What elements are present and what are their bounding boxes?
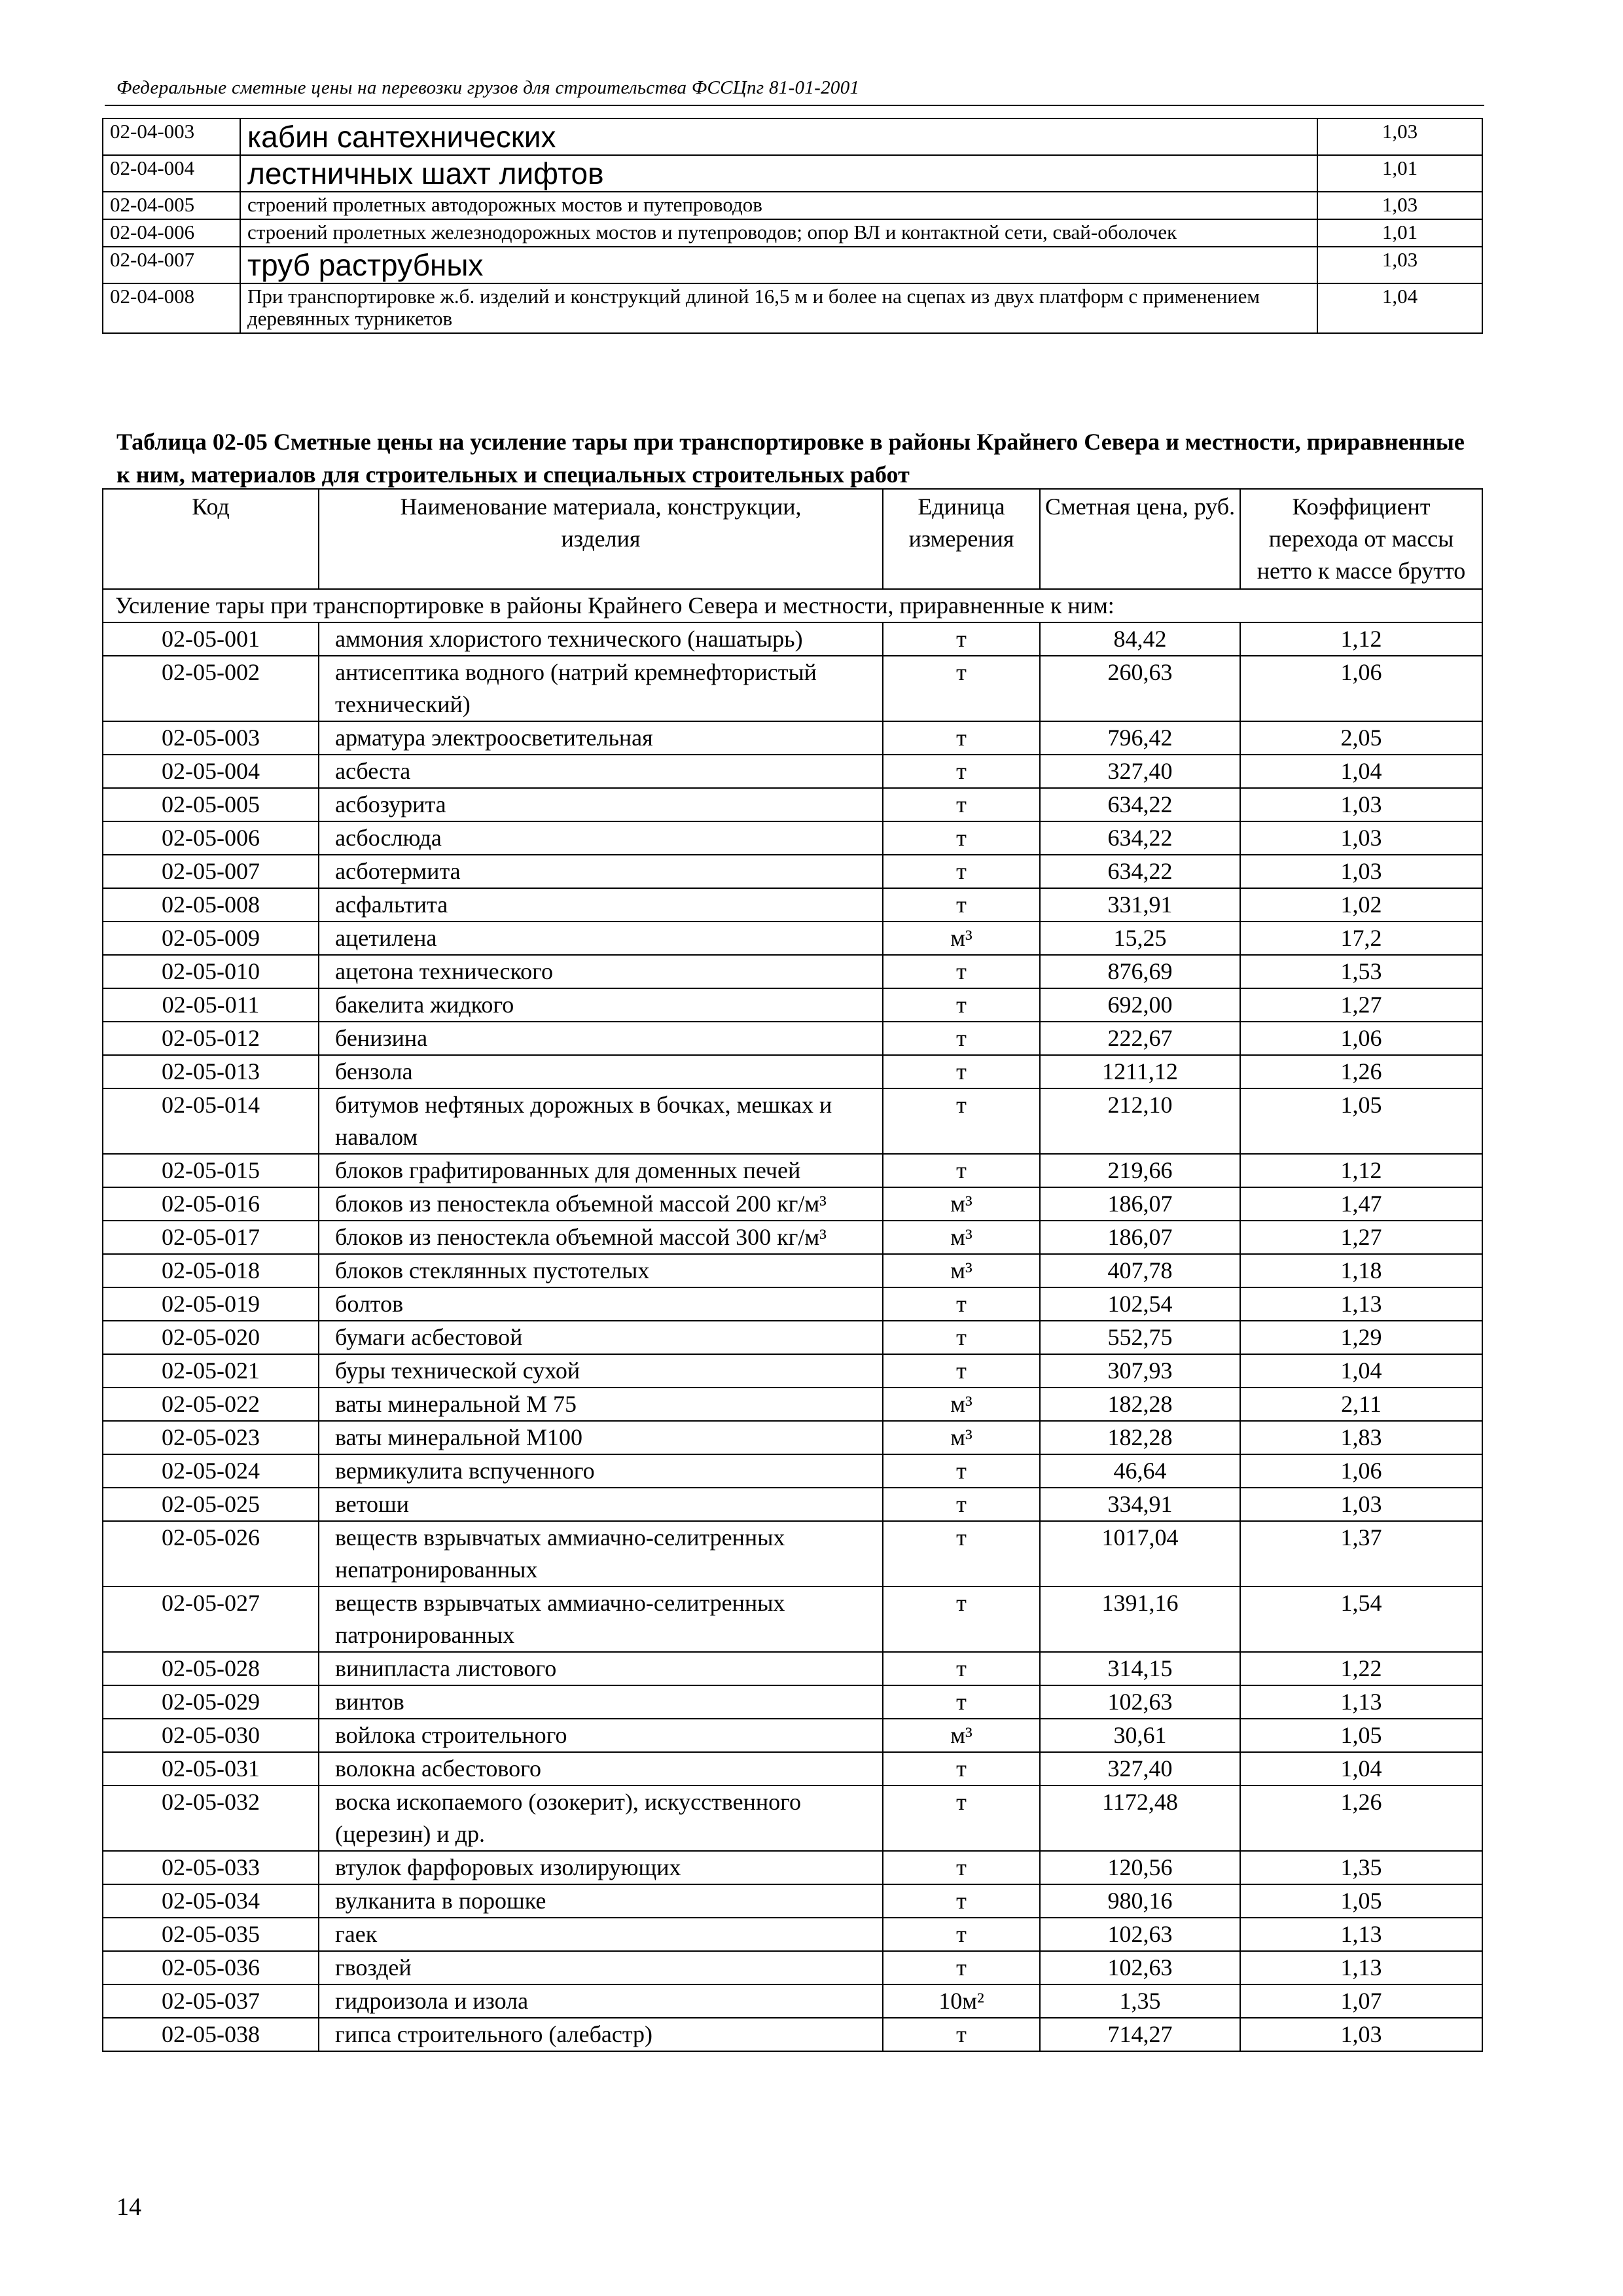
row-coefficient: 1,26 [1240,1055,1482,1088]
table-header-row [103,489,1482,589]
row-unit: т [883,755,1040,788]
table-row [103,1088,1482,1154]
row-name: лестничных шахт лифтов [240,155,1317,192]
table-row [103,283,1482,333]
row-coefficient: 1,54 [1240,1587,1482,1652]
row-name: втулок фарфоровых изолирующих [319,1851,883,1884]
row-coefficient: 1,05 [1240,1088,1482,1154]
row-price: 327,40 [1040,755,1240,788]
table-row [103,1287,1482,1321]
row-unit: т [883,888,1040,922]
row-coefficient: 1,18 [1240,1254,1482,1287]
table-row [103,656,1482,721]
row-unit: т [883,1884,1040,1918]
table-row [103,721,1482,755]
row-code: 02-05-003 [103,721,319,755]
row-coefficient: 1,83 [1240,1421,1482,1454]
row-code: 02-05-013 [103,1055,319,1088]
row-value: 1,03 [1317,118,1482,155]
table-row [103,1752,1482,1785]
row-price: 307,93 [1040,1354,1240,1388]
row-name: кабин сантехнических [240,118,1317,155]
row-unit: т [883,721,1040,755]
row-price: 102,63 [1040,1918,1240,1951]
row-name: вермикулита вспученного [319,1454,883,1488]
row-unit: т [883,1951,1040,1984]
row-name: асботермита [319,855,883,888]
row-name: блоков из пеностекла объемной массой 300 кг/м³ [319,1221,883,1254]
row-name: гипса строительного (алебастр) [319,2018,883,2051]
row-unit: т [883,1587,1040,1652]
section-row [103,589,1482,622]
row-name: ацетилена [319,922,883,955]
row-unit: т [883,622,1040,656]
row-name: При транспортировке ж.б. изделий и конструкций длиной 16,5 м и более на сцепах из двух платформ с применением деревянных турникетов [240,283,1317,333]
row-name: труб раструбных [240,247,1317,283]
row-coefficient: 1,13 [1240,1685,1482,1719]
row-name: войлока строительного [319,1719,883,1752]
row-name: винипласта листового [319,1652,883,1685]
row-unit: т [883,1685,1040,1719]
row-price: 634,22 [1040,821,1240,855]
table-row [103,1022,1482,1055]
row-name: асбозурита [319,788,883,821]
row-code: 02-05-007 [103,855,319,888]
row-coefficient: 1,13 [1240,1287,1482,1321]
row-code: 02-04-005 [103,192,240,219]
row-name: ваты минеральной М100 [319,1421,883,1454]
row-price: 1391,16 [1040,1587,1240,1652]
row-code: 02-05-011 [103,988,319,1022]
row-price: 260,63 [1040,656,1240,721]
table-row [103,1785,1482,1851]
row-price: 314,15 [1040,1652,1240,1685]
row-coefficient: 1,05 [1240,1884,1482,1918]
row-name: вулканита в порошке [319,1884,883,1918]
header-rule [105,105,1484,106]
row-name: гаек [319,1918,883,1951]
row-value: 1,03 [1317,192,1482,219]
row-name: гвоздей [319,1951,883,1984]
row-price: 1017,04 [1040,1521,1240,1587]
row-name: асфальтита [319,888,883,922]
row-code: 02-05-035 [103,1918,319,1951]
row-price: 876,69 [1040,955,1240,988]
row-coefficient: 1,02 [1240,888,1482,922]
row-code: 02-04-004 [103,155,240,192]
row-unit: м³ [883,1421,1040,1454]
row-unit: т [883,1287,1040,1321]
row-value: 1,01 [1317,155,1482,192]
row-price: 182,28 [1040,1388,1240,1421]
row-name: буры технической сухой [319,1354,883,1388]
table-row [103,1354,1482,1388]
row-value: 1,03 [1317,247,1482,283]
row-coefficient: 1,07 [1240,1984,1482,2018]
row-code: 02-05-023 [103,1421,319,1454]
row-price: 552,75 [1040,1321,1240,1354]
row-unit: т [883,2018,1040,2051]
row-unit: т [883,1785,1040,1851]
row-unit: т [883,1321,1040,1354]
row-coefficient: 1,03 [1240,788,1482,821]
row-value: 1,01 [1317,219,1482,247]
row-unit: т [883,1521,1040,1587]
row-unit: м³ [883,1388,1040,1421]
table-row [103,1851,1482,1884]
row-coefficient: 1,47 [1240,1187,1482,1221]
row-code: 02-05-020 [103,1321,319,1354]
row-name: блоков графитированных для доменных печей [319,1154,883,1187]
row-price: 1211,12 [1040,1055,1240,1088]
row-code: 02-05-010 [103,955,319,988]
row-code: 02-05-026 [103,1521,319,1587]
row-price: 222,67 [1040,1022,1240,1055]
table-row [103,1488,1482,1521]
row-name: арматура электроосветительная [319,721,883,755]
table-row [103,1918,1482,1951]
row-price: 407,78 [1040,1254,1240,1287]
row-unit: т [883,1454,1040,1488]
row-code: 02-05-037 [103,1984,319,2018]
table-row [103,1154,1482,1187]
table-row [103,922,1482,955]
row-price: 331,91 [1040,888,1240,922]
column-header-unit: Единица измерения [883,489,1040,589]
row-price: 84,42 [1040,622,1240,656]
table-row [103,192,1482,219]
row-price: 634,22 [1040,855,1240,888]
row-name: ваты минеральной М 75 [319,1388,883,1421]
row-code: 02-05-030 [103,1719,319,1752]
price-table [102,488,1483,2052]
row-price: 186,07 [1040,1221,1240,1254]
row-code: 02-05-022 [103,1388,319,1421]
row-coefficient: 2,11 [1240,1388,1482,1421]
row-code: 02-05-004 [103,755,319,788]
row-code: 02-05-006 [103,821,319,855]
row-coefficient: 1,04 [1240,1354,1482,1388]
row-code: 02-05-008 [103,888,319,922]
row-name: строений пролетных железнодорожных мостов и путепроводов; опор ВЛ и контактной сети, свай-оболочек [240,219,1317,247]
row-unit: т [883,1851,1040,1884]
row-price: 327,40 [1040,1752,1240,1785]
row-unit: м³ [883,1187,1040,1221]
row-code: 02-05-015 [103,1154,319,1187]
row-unit: т [883,788,1040,821]
row-coefficient: 17,2 [1240,922,1482,955]
section-heading: Усиление тары при транспортировке в районы Крайнего Севера и местности, приравненные к ним: [103,589,1482,622]
row-price: 714,27 [1040,2018,1240,2051]
row-name: воска ископаемого (озокерит), искусственного (церезин) и др. [319,1785,883,1851]
table-row [103,955,1482,988]
row-name: гидроизола и изола [319,1984,883,2018]
row-code: 02-05-027 [103,1587,319,1652]
row-unit: т [883,656,1040,721]
row-unit: т [883,955,1040,988]
row-unit: м³ [883,1719,1040,1752]
continued-table [102,118,1483,334]
row-coefficient: 1,04 [1240,755,1482,788]
row-code: 02-05-001 [103,622,319,656]
row-code: 02-05-018 [103,1254,319,1287]
row-coefficient: 1,06 [1240,1022,1482,1055]
column-header-name: Наименование материала, конструкции, изделия [319,489,883,589]
row-price: 212,10 [1040,1088,1240,1154]
row-name: веществ взрывчатых аммиачно-селитренных непатронированных [319,1521,883,1587]
table-row [103,988,1482,1022]
row-coefficient: 1,12 [1240,1154,1482,1187]
row-price: 796,42 [1040,721,1240,755]
table-row [103,888,1482,922]
row-coefficient: 1,13 [1240,1951,1482,1984]
row-code: 02-05-029 [103,1685,319,1719]
row-unit: т [883,855,1040,888]
row-coefficient: 1,35 [1240,1851,1482,1884]
row-price: 102,54 [1040,1287,1240,1321]
row-unit: т [883,988,1040,1022]
table-row [103,1685,1482,1719]
row-code: 02-05-033 [103,1851,319,1884]
row-price: 46,64 [1040,1454,1240,1488]
row-code: 02-05-014 [103,1088,319,1154]
row-price: 102,63 [1040,1951,1240,1984]
table-row [103,1884,1482,1918]
row-code: 02-05-017 [103,1221,319,1254]
row-code: 02-05-012 [103,1022,319,1055]
row-unit: т [883,1154,1040,1187]
row-coefficient: 1,06 [1240,1454,1482,1488]
row-coefficient: 1,03 [1240,1488,1482,1521]
row-name: веществ взрывчатых аммиачно-селитренных патронированных [319,1587,883,1652]
row-code: 02-05-038 [103,2018,319,2051]
row-unit: т [883,1022,1040,1055]
row-name: ветоши [319,1488,883,1521]
row-name: асбослюда [319,821,883,855]
row-unit: м³ [883,1221,1040,1254]
table-row [103,821,1482,855]
table-row [103,1587,1482,1652]
row-price: 219,66 [1040,1154,1240,1187]
table-row [103,2018,1482,2051]
row-code: 02-04-003 [103,118,240,155]
column-header-price: Сметная цена, руб. [1040,489,1240,589]
row-coefficient: 1,03 [1240,855,1482,888]
row-coefficient: 1,12 [1240,622,1482,656]
row-coefficient: 1,27 [1240,1221,1482,1254]
row-code: 02-05-024 [103,1454,319,1488]
row-unit: т [883,821,1040,855]
row-coefficient: 1,05 [1240,1719,1482,1752]
row-value: 1,04 [1317,283,1482,333]
row-coefficient: 1,03 [1240,2018,1482,2051]
row-coefficient: 1,26 [1240,1785,1482,1851]
row-code: 02-05-028 [103,1652,319,1685]
row-name: винтов [319,1685,883,1719]
row-code: 02-05-002 [103,656,319,721]
table-row [103,1321,1482,1354]
row-price: 15,25 [1040,922,1240,955]
table-row [103,1652,1482,1685]
table-row [103,1187,1482,1221]
row-unit: м³ [883,922,1040,955]
row-unit: т [883,1752,1040,1785]
column-header-coefficient: Коэффициент перехода от массы нетто к массе брутто [1240,489,1482,589]
table-row [103,1055,1482,1088]
row-name: бензола [319,1055,883,1088]
row-code: 02-05-025 [103,1488,319,1521]
row-name: асбеста [319,755,883,788]
row-coefficient: 1,06 [1240,656,1482,721]
row-code: 02-05-005 [103,788,319,821]
row-price: 980,16 [1040,1884,1240,1918]
row-unit: т [883,1488,1040,1521]
table-row [103,247,1482,283]
row-unit: т [883,1088,1040,1154]
row-price: 102,63 [1040,1685,1240,1719]
row-code: 02-04-008 [103,283,240,333]
row-code: 02-05-034 [103,1884,319,1918]
row-price: 634,22 [1040,788,1240,821]
table-row [103,1984,1482,2018]
row-unit: м³ [883,1254,1040,1287]
table-row [103,1221,1482,1254]
table-row [103,855,1482,888]
row-unit: 10м² [883,1984,1040,2018]
row-code: 02-05-036 [103,1951,319,1984]
row-name: аммония хлористого технического (нашатырь) [319,622,883,656]
row-coefficient: 1,53 [1240,955,1482,988]
row-code: 02-05-019 [103,1287,319,1321]
row-unit: т [883,1652,1040,1685]
row-name: блоков из пеностекла объемной массой 200 кг/м³ [319,1187,883,1221]
page-number: 14 [116,2193,141,2221]
price-table-body [103,622,1482,2051]
row-coefficient: 1,29 [1240,1321,1482,1354]
row-price: 334,91 [1040,1488,1240,1521]
row-name: волокна асбестового [319,1752,883,1785]
row-price: 692,00 [1040,988,1240,1022]
row-price: 186,07 [1040,1187,1240,1221]
row-code: 02-04-006 [103,219,240,247]
row-name: бумаги асбестовой [319,1321,883,1354]
row-code: 02-05-009 [103,922,319,955]
row-coefficient: 1,27 [1240,988,1482,1022]
table-row [103,1719,1482,1752]
table-row [103,622,1482,656]
row-name: бакелита жидкого [319,988,883,1022]
row-name: битумов нефтяных дорожных в бочках, мешках и навалом [319,1088,883,1154]
row-unit: т [883,1918,1040,1951]
table-row [103,1521,1482,1587]
table-row [103,1951,1482,1984]
row-name: ацетона технического [319,955,883,988]
row-coefficient: 1,37 [1240,1521,1482,1587]
row-name: строений пролетных автодорожных мостов и путепроводов [240,192,1317,219]
row-code: 02-04-007 [103,247,240,283]
column-header-code: Код [103,489,319,589]
table-row [103,1454,1482,1488]
row-price: 182,28 [1040,1421,1240,1454]
row-code: 02-05-032 [103,1785,319,1851]
table-row [103,155,1482,192]
row-price: 1,35 [1040,1984,1240,2018]
table-row [103,118,1482,155]
row-code: 02-05-016 [103,1187,319,1221]
row-coefficient: 1,13 [1240,1918,1482,1951]
row-name: блоков стеклянных пустотелых [319,1254,883,1287]
table-row [103,1421,1482,1454]
row-coefficient: 1,04 [1240,1752,1482,1785]
table-row [103,755,1482,788]
row-coefficient: 1,03 [1240,821,1482,855]
continued-table-body [103,118,1482,333]
row-coefficient: 1,22 [1240,1652,1482,1685]
table-title: Таблица 02-05 Сметные цены на усиление тары при транспортировке в районы Крайнего Севера и местности, приравненные к ним, материалов для строительных и специальных строительных работ [116,429,1465,488]
row-price: 120,56 [1040,1851,1240,1884]
row-coefficient: 2,05 [1240,721,1482,755]
table-row [103,219,1482,247]
table-row [103,1388,1482,1421]
table-row [103,788,1482,821]
row-code: 02-05-021 [103,1354,319,1388]
row-name: болтов [319,1287,883,1321]
table-row [103,1254,1482,1287]
row-price: 30,61 [1040,1719,1240,1752]
running-header: Федеральные сметные цены на перевозки грузов для строительства ФССЦпг 81-01-2001 [116,77,860,98]
row-name: бенизина [319,1022,883,1055]
row-unit: т [883,1354,1040,1388]
row-name: антисептика водного (натрий кремнефтористый технический) [319,656,883,721]
row-unit: т [883,1055,1040,1088]
row-price: 1172,48 [1040,1785,1240,1851]
row-code: 02-05-031 [103,1752,319,1785]
